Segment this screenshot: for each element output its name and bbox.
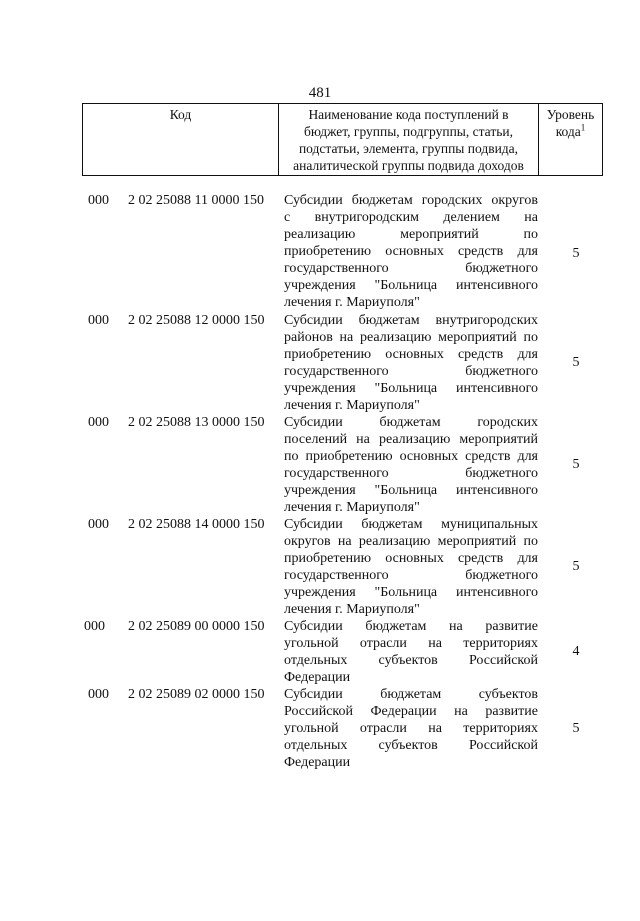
- income-code: 2 02 25088 13 0000 150: [128, 415, 265, 430]
- level-code: 5: [572, 355, 580, 370]
- name-line: приобретению основных средств для: [284, 551, 538, 566]
- name-line: районов на реализацию мероприятий по: [284, 330, 538, 345]
- level-code: 5: [572, 721, 580, 736]
- name-line: приобретению основных средств для: [284, 347, 538, 362]
- name-line: по приобретению основных средств для: [284, 449, 538, 464]
- header-level-footnote: 1: [580, 122, 586, 133]
- name-line: отдельных субъектов Российской: [284, 738, 538, 753]
- name-line: лечения г. Мариуполя": [284, 398, 420, 413]
- header-code-label: Код: [169, 107, 192, 122]
- name-line: государственного бюджетного: [284, 364, 538, 379]
- name-line: поселений на реализацию мероприятий: [284, 432, 538, 447]
- name-line: государственного бюджетного: [284, 466, 538, 481]
- header-level-line: Уровень: [546, 107, 595, 122]
- name-line: учреждения "Больница интенсивного: [284, 585, 538, 600]
- level-code: 5: [572, 559, 580, 574]
- page-number: 481: [308, 85, 332, 101]
- name-line: лечения г. Мариуполя": [284, 295, 420, 310]
- name-line: угольной отрасли на территориях: [284, 636, 538, 651]
- level-code: 5: [572, 246, 580, 261]
- name-line: угольной отрасли на территориях: [284, 721, 538, 736]
- header-level-label: кода: [555, 124, 581, 139]
- header-name-line: подстатьи, элемента, группы подвида,: [298, 141, 519, 156]
- income-code: 2 02 25089 00 0000 150: [128, 619, 265, 634]
- name-line: Субсидии бюджетам внутригородских: [284, 313, 538, 328]
- income-name: [284, 516, 538, 618]
- level-code: 5: [572, 457, 580, 472]
- income-name: [284, 686, 538, 771]
- admin-code: 000: [88, 687, 109, 702]
- admin-code: 000: [88, 517, 109, 532]
- admin-code: 000: [88, 313, 109, 328]
- header-name-line: аналитической группы подвида доходов: [293, 158, 524, 173]
- name-line: лечения г. Мариуполя": [284, 602, 420, 617]
- name-line: учреждения "Больница интенсивного: [284, 483, 538, 498]
- name-line: Субсидии бюджетам городских: [284, 415, 538, 430]
- name-line: Федерации: [284, 670, 351, 685]
- header-name-line: бюджет, группы, подгруппы, статьи,: [304, 124, 513, 139]
- income-code: 2 02 25088 11 0000 150: [128, 193, 264, 208]
- name-line: Субсидии бюджетам субъектов: [284, 687, 538, 702]
- income-name: [284, 192, 538, 311]
- income-code: 2 02 25088 14 0000 150: [128, 517, 265, 532]
- name-line: учреждения "Больница интенсивного: [284, 381, 538, 396]
- income-name: [284, 414, 538, 516]
- name-line: с внутригородским делением на: [284, 210, 538, 225]
- admin-code: 000: [84, 619, 105, 634]
- name-line: лечения г. Мариуполя": [284, 500, 420, 515]
- header-name-line: Наименование кода поступлений в: [308, 107, 509, 122]
- level-code: 4: [572, 644, 580, 659]
- name-line: Субсидии бюджетам муниципальных: [284, 517, 538, 532]
- name-line: учреждения "Больница интенсивного: [284, 278, 538, 293]
- name-line: Субсидии бюджетам городских округов: [284, 193, 538, 208]
- admin-code: 000: [88, 415, 109, 430]
- name-line: Российской Федерации на развитие: [284, 704, 538, 719]
- admin-code: 000: [88, 193, 109, 208]
- name-line: государственного бюджетного: [284, 261, 538, 276]
- name-line: приобретению основных средств для: [284, 244, 538, 259]
- name-line: реализацию мероприятий по: [284, 227, 538, 242]
- name-line: Федерации: [284, 755, 351, 770]
- name-line: отдельных субъектов Российской: [284, 653, 538, 668]
- name-line: государственного бюджетного: [284, 568, 538, 583]
- income-code: 2 02 25088 12 0000 150: [128, 313, 265, 328]
- income-name: [284, 312, 538, 414]
- income-code: 2 02 25089 02 0000 150: [128, 687, 265, 702]
- name-line: Субсидии бюджетам на развитие: [284, 619, 538, 634]
- name-line: округов на реализацию мероприятий по: [284, 534, 538, 549]
- income-name: [284, 618, 538, 686]
